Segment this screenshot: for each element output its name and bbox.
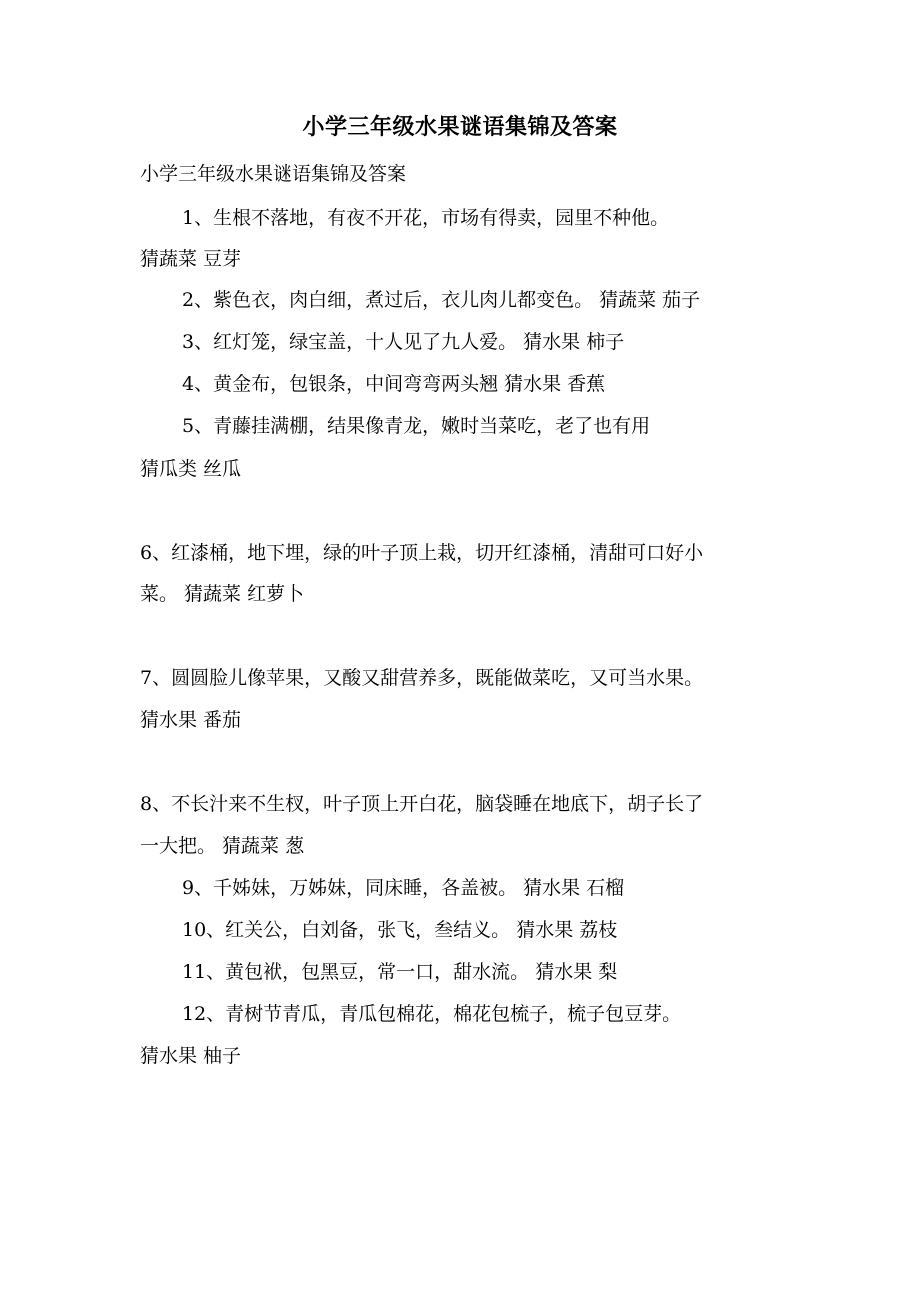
riddle-line-1: 1、生根不落地，有夜不开花，市场有得卖，园里不种他。 — [182, 207, 670, 229]
riddle-line-2: 2、紫色衣，肉白细，煮过后，衣儿肉儿都变色。 猜蔬菜 茄子 — [182, 289, 701, 311]
riddle-line-4: 4、黄金布，包银条，中间弯弯两头翘 猜水果 香蕉 — [182, 373, 606, 395]
riddle-line-12: 12、青树节青瓜，青瓜包棉花，棉花包梳子，梳子包豆芽。 — [182, 1003, 682, 1025]
riddle-line-9: 9、千姊妹，万姊妹，同床睡，各盖被。 猜水果 石榴 — [182, 877, 625, 899]
riddle-line-8: 8、不长汁来不生杈，叶子顶上开白花，脑袋睡在地底下，胡子长了 — [140, 793, 704, 815]
riddle-line-8-cont: 一大把。 猜蔬菜 葱 — [140, 835, 305, 857]
riddle-line-7: 7、圆圆脸儿像苹果，又酸又甜营养多，既能做菜吃，又可当水果。 — [140, 667, 704, 689]
document-subtitle: 小学三年级水果谜语集锦及答案 — [140, 163, 407, 185]
riddle-answer-12: 猜水果 柚子 — [140, 1045, 242, 1067]
riddle-answer-1: 猜蔬菜 豆芽 — [140, 248, 242, 270]
document-title: 小学三年级水果谜语集锦及答案 — [302, 114, 618, 140]
riddle-line-10: 10、红关公，白刘备，张飞，叁结义。 猜水果 荔枝 — [182, 919, 618, 941]
riddle-line-5: 5、青藤挂满棚，结果像青龙，嫩时当菜吃，老了也有用 — [182, 415, 651, 437]
riddle-answer-5: 猜瓜类 丝瓜 — [140, 458, 242, 480]
riddle-line-6-cont: 菜。 猜蔬菜 红萝卜 — [140, 583, 305, 605]
riddle-answer-7: 猜水果 番茄 — [140, 709, 242, 731]
riddle-line-3: 3、红灯笼，绿宝盖，十人见了九人爱。 猜水果 柿子 — [182, 331, 625, 353]
riddle-line-11: 11、黄包袱，包黑豆，常一口，甜水流。 猜水果 梨 — [182, 961, 618, 983]
riddle-line-6: 6、红漆桶，地下埋，绿的叶子顶上栽，切开红漆桶，清甜可口好小 — [140, 542, 704, 564]
